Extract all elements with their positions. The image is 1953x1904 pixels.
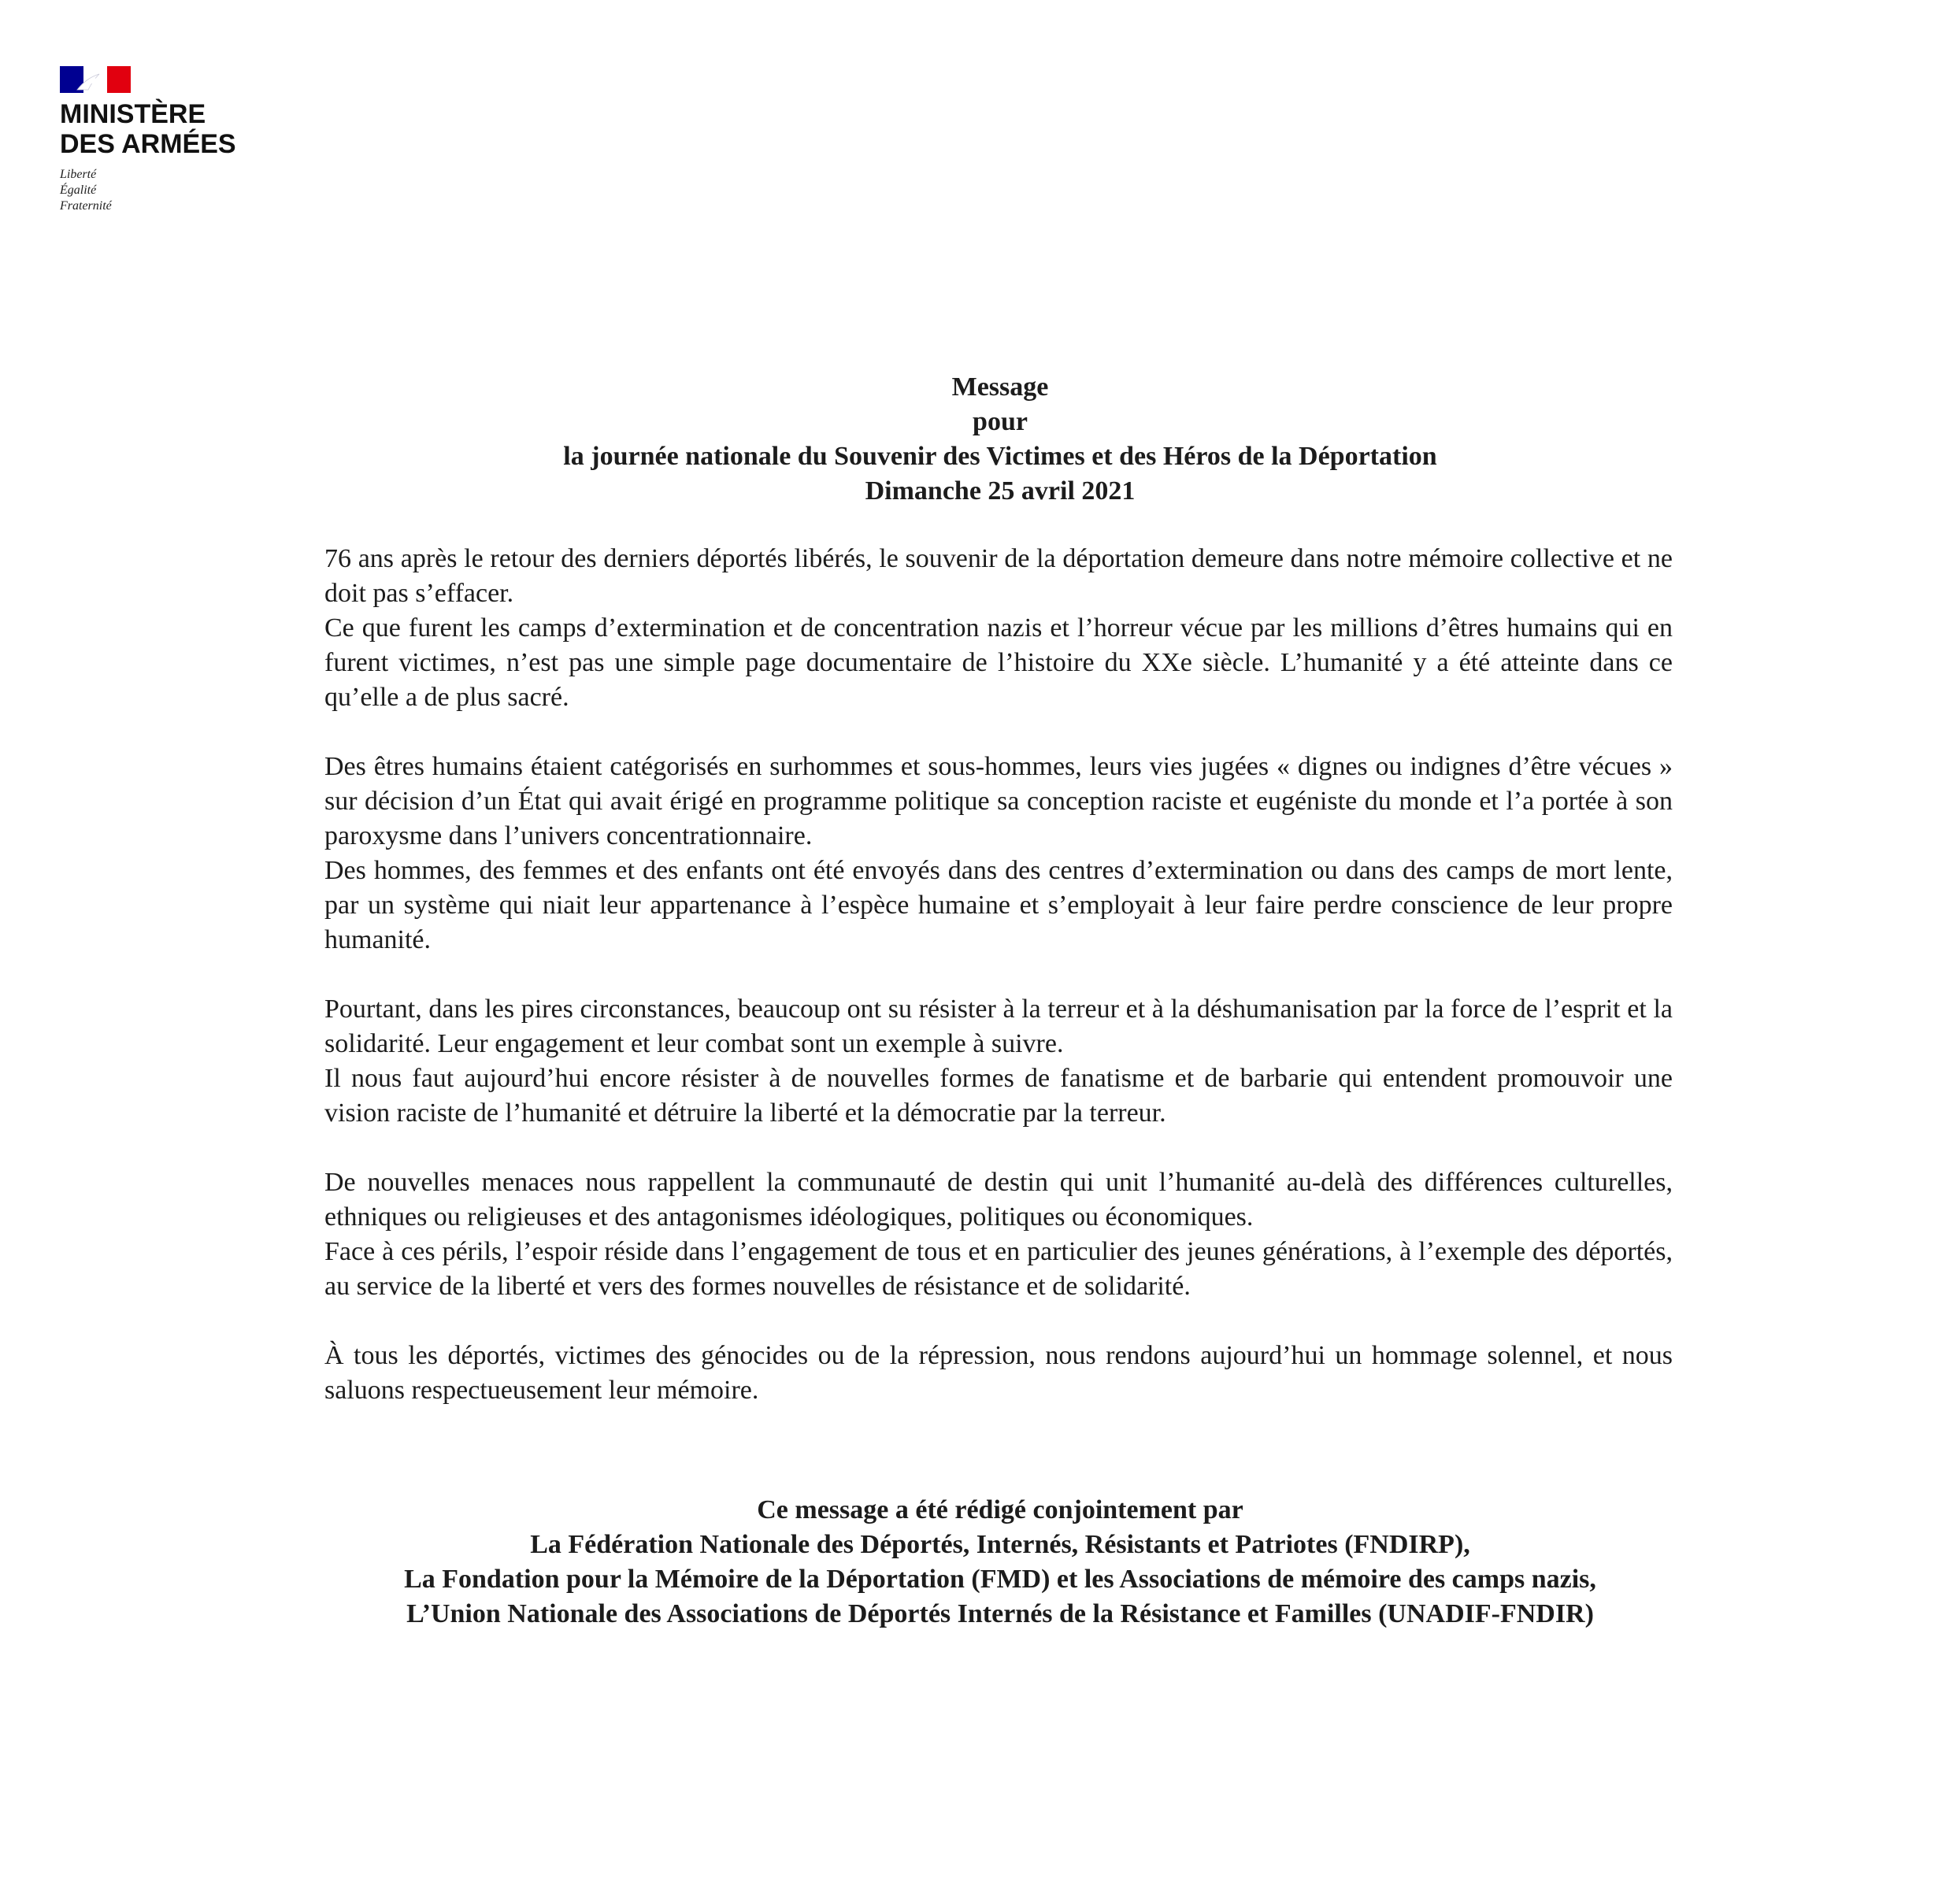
ministry-name-line1: MINISTÈRE — [60, 99, 206, 129]
paragraph: Ce que furent les camps d’extermination et de concentration nazis et l’horreur vécue par les millions d’êtres humains qui en furent victimes, n’est pas une simple page documentaire de l’histoire du XXe siècle. L’humanité y a été atteinte dans ce qu’elle a de plus sacré. — [324, 613, 1673, 712]
footer-author-unadif: L’Union Nationale des Associations de Déportés Internés de la Résistance et Familles (UNADIF-FNDIR) — [406, 1599, 1594, 1628]
paragraph-spacer — [324, 715, 1673, 750]
paragraph-spacer — [324, 958, 1673, 992]
footer-author-fndirp: La Fédération Nationale des Déportés, Internés, Résistants et Patriotes (FNDIRP), — [530, 1530, 1470, 1559]
title-line-event: la journée nationale du Souvenir des Victimes et des Héros de la Déportation — [563, 442, 1437, 471]
republic-motto — [60, 167, 343, 214]
message-body — [324, 542, 1673, 1408]
motto-egalite: Égalité — [60, 183, 97, 197]
title-line-message: Message — [951, 372, 1049, 402]
paragraph: 76 ans après le retour des derniers déportés libérés, le souvenir de la déportation demeure dans notre mémoire collective et ne doit pas s’effacer. — [324, 544, 1673, 608]
title-line-pour: pour — [973, 407, 1028, 436]
title-line-date: Dimanche 25 avril 2021 — [865, 476, 1136, 506]
marianne-flag-icon — [60, 66, 131, 93]
authors-footer — [236, 1493, 1764, 1632]
motto-liberte: Liberté — [60, 168, 97, 181]
ministry-name — [60, 99, 343, 159]
footer-intro: Ce message a été rédigé conjointement par — [757, 1495, 1243, 1524]
ministry-logo — [60, 66, 343, 214]
ministry-name-line2: DES ARMÉES — [60, 129, 236, 159]
paragraph: Des hommes, des femmes et des enfants ont été envoyés dans des centres d’extermination ou dans des camps de mort lente, par un système qui niait leur appartenance à l’espèce humaine et s’employait à leur faire perdre conscience de leur propre humanité. — [324, 856, 1673, 954]
paragraph: Pourtant, dans les pires circonstances, beaucoup ont su résister à la terreur et à la déshumanisation par la force de l’esprit et la solidarité. Leur engagement et leur combat sont un exemple à suivre. — [324, 995, 1673, 1058]
paragraph-spacer — [324, 1131, 1673, 1165]
paragraph: De nouvelles menaces nous rappellent la communauté de destin qui unit l’humanité au-delà des différences culturelles, ethniques ou religieuses et des antagonismes idéologiques, politiques ou économiques. — [324, 1168, 1673, 1232]
footer-author-fmd: La Fondation pour la Mémoire de la Déportation (FMD) et les Associations de mémoire des camps nazis, — [404, 1565, 1596, 1594]
document-title — [236, 370, 1764, 509]
paragraph: Des êtres humains étaient catégorisés en surhommes et sous-hommes, leurs vies jugées « dignes ou indignes d’être vécues » sur décision d’un État qui avait érigé en programme politique sa conception raciste et eugéniste du monde et l’a portée à son paroxysme dans l’univers concentrationnaire. — [324, 752, 1673, 850]
paragraph: À tous les déportés, victimes des génocides ou de la répression, nous rendons aujourd’hui un hommage solennel, et nous saluons respectueusement leur mémoire. — [324, 1341, 1673, 1405]
paragraph-spacer — [324, 1304, 1673, 1339]
motto-fraternite: Fraternité — [60, 199, 112, 213]
paragraph: Il nous faut aujourd’hui encore résister à de nouvelles formes de fanatisme et de barbarie qui entendent promouvoir une vision raciste de l’humanité et détruire la liberté et la démocratie par la terreur. — [324, 1064, 1673, 1128]
paragraph: Face à ces périls, l’espoir réside dans l’engagement de tous et en particulier des jeunes générations, à l’exemple des déportés, au service de la liberté et vers des formes nouvelles de résistance et de solidarité. — [324, 1237, 1673, 1301]
